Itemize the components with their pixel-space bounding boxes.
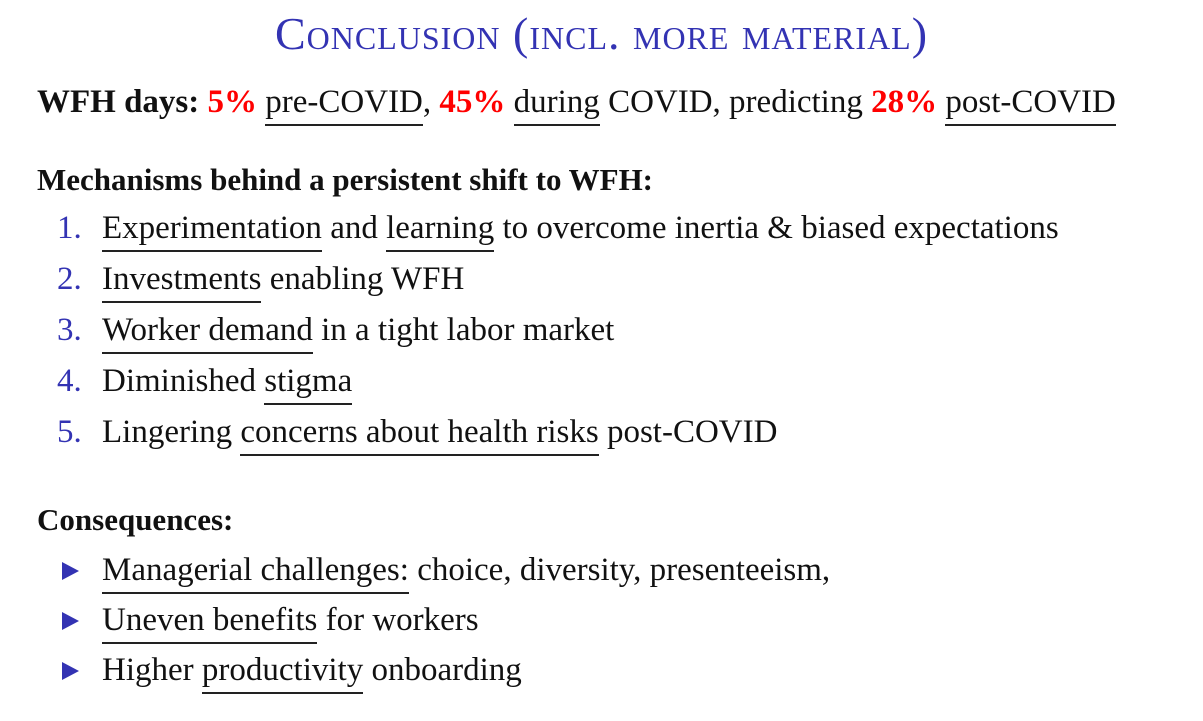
underlined-phrase: Managerial challenges: — [102, 550, 409, 594]
slide-title: Conclusion (incl. more material) — [274, 8, 929, 59]
plain-phrase: Lingering — [102, 414, 233, 450]
wfh-separator: , — [422, 84, 432, 120]
plain-phrase: Higher — [102, 652, 194, 688]
plain-phrase: and — [330, 210, 378, 246]
post-covid-label: post-COVID — [945, 82, 1116, 126]
item-text — [102, 257, 464, 303]
plain-phrase: for workers — [325, 602, 479, 638]
triangle-bullet-icon — [62, 612, 79, 630]
item-text — [102, 648, 522, 694]
item-number: 1. — [57, 210, 82, 246]
pre-covid-label: pre-COVID — [265, 82, 423, 126]
plain-phrase: choice, diversity, presenteeism, — [417, 552, 831, 588]
during-covid-value: 45% — [439, 84, 506, 120]
underlined-phrase: concerns about health risks — [240, 412, 598, 456]
wfh-lead: WFH days: — [37, 84, 200, 120]
plain-phrase: Diminished — [102, 363, 256, 399]
item-text — [102, 410, 777, 456]
triangle-bullet-icon — [62, 662, 79, 680]
item-number: 2. — [57, 261, 82, 297]
triangle-bullet-icon — [62, 562, 79, 580]
consequences-heading: Consequences: — [37, 502, 234, 537]
plain-phrase: post-COVID — [606, 414, 778, 450]
item-number: 3. — [57, 312, 82, 348]
item-text — [102, 598, 479, 644]
pre-covid-value: 5% — [207, 84, 258, 120]
item-number: 4. — [57, 363, 82, 399]
plain-phrase: onboarding — [371, 652, 522, 688]
underlined-phrase: stigma — [264, 361, 352, 405]
item-text — [102, 206, 1059, 252]
underlined-phrase: productivity — [202, 650, 363, 694]
plain-phrase: in a tight labor market — [321, 312, 615, 348]
underlined-phrase: Experimentation — [102, 208, 322, 252]
underlined-phrase: Investments — [102, 259, 261, 303]
item-text — [102, 308, 614, 354]
item-text — [102, 359, 352, 405]
underlined-phrase: Worker demand — [102, 310, 313, 354]
wfh-days-summary — [37, 80, 1116, 126]
plain-phrase: to overcome inertia & biased expectations — [502, 210, 1059, 246]
underlined-phrase: Uneven benefits — [102, 600, 317, 644]
mechanisms-heading: Mechanisms behind a persistent shift to WFH: — [37, 162, 654, 197]
post-covid-value: 28% — [871, 84, 938, 120]
plain-phrase: enabling WFH — [269, 261, 465, 297]
during-covid-rest: COVID, predicting — [608, 84, 863, 120]
during-covid-label: during — [514, 82, 600, 126]
underlined-phrase: learning — [386, 208, 494, 252]
item-text — [102, 548, 830, 594]
item-number: 5. — [57, 414, 82, 450]
